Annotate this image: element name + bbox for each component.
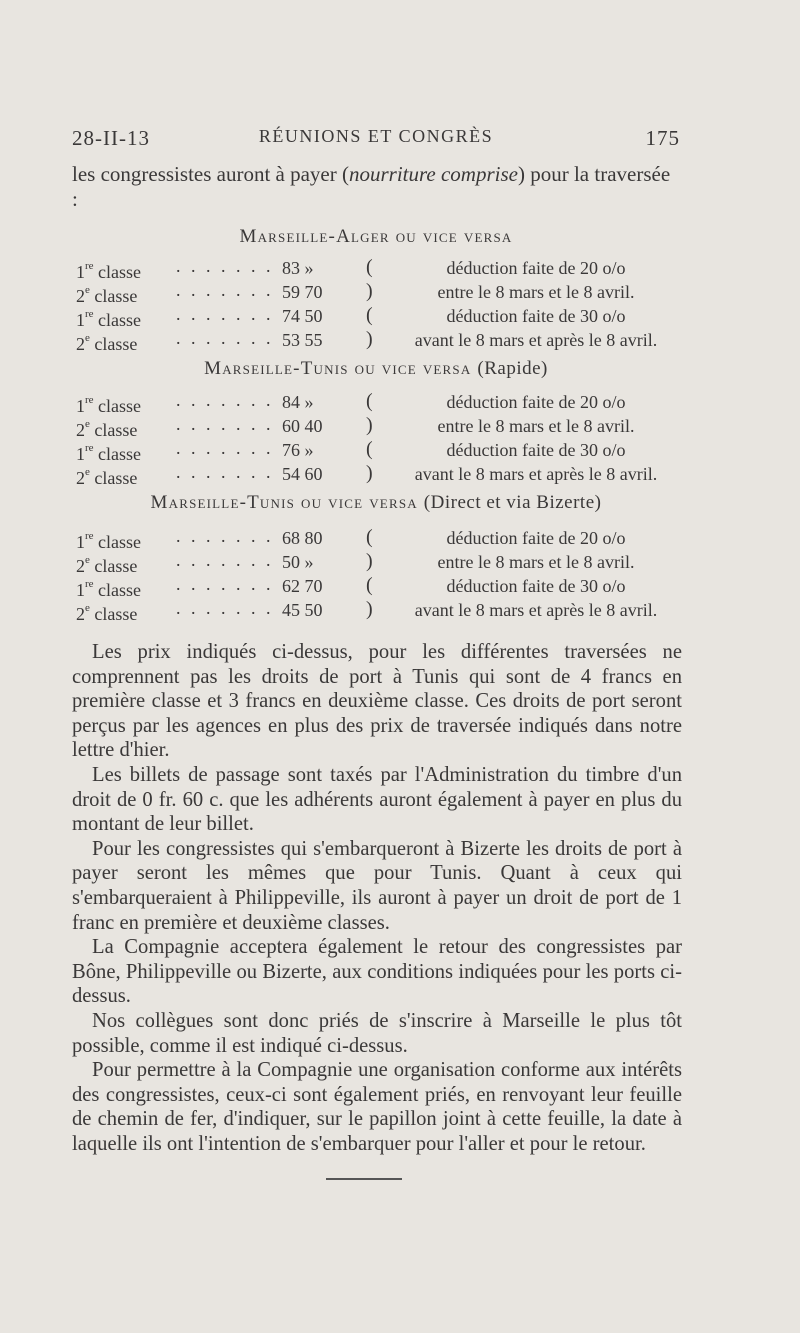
route-subtitle: ou vice versa <box>354 358 472 379</box>
brace: ) <box>366 598 373 620</box>
class-label: 2e classe <box>76 602 138 624</box>
brace: ) <box>366 550 373 572</box>
body-text <box>72 640 682 1156</box>
fare-note: déduction faite de 20 o/o <box>446 258 626 278</box>
brace: ( <box>366 256 373 278</box>
leader-dots: . . . . . . . <box>176 390 274 410</box>
leader-dots: . . . . . . . <box>176 598 274 618</box>
class-label: 1re classe <box>76 530 142 552</box>
brace: ) <box>366 280 373 302</box>
fare-note: déduction faite de 30 o/o <box>446 576 626 596</box>
fare-note: entre le 8 mars et le 8 avril. <box>437 552 635 572</box>
brace: ) <box>366 414 373 436</box>
fare-row <box>76 598 686 622</box>
fare-price: 45 50 <box>282 600 323 620</box>
brace: ( <box>366 574 373 596</box>
paragraph: Les billets de passage sont taxés par l'Administration du timbre d'un droit de 0 fr. 60 c. que les adhérents auront également à payer en plus du montant de leur billet. <box>72 763 682 836</box>
leader-dots: . . . . . . . <box>176 526 274 546</box>
fare-row <box>76 462 686 486</box>
route-title <box>72 226 680 248</box>
paragraph: Les prix indiqués ci-dessus, pour les différentes traversées ne comprennent pas les droits de port à Tunis qui sont de 4 francs en première classe et 3 francs en deuxième classe. Ces droits de port seront perçus par les agences en plus des prix de traversée indiqués dans notre lettre d'hier. <box>72 641 682 762</box>
fare-note: déduction faite de 20 o/o <box>446 528 626 548</box>
leader-dots: . . . . . . . <box>176 256 274 276</box>
running-header <box>72 126 680 154</box>
route-name: Marseille-Tunis <box>150 492 296 513</box>
leader-dots: . . . . . . . <box>176 438 274 458</box>
brace: ) <box>366 462 373 484</box>
class-label: 1re classe <box>76 260 142 282</box>
fare-row <box>76 390 686 414</box>
class-label: 2e classe <box>76 554 138 576</box>
intro-text <box>72 162 680 212</box>
class-label: 2e classe <box>76 466 138 488</box>
route-qualifier: (Direct et via Bizerte) <box>423 492 602 513</box>
paragraph: La Compagnie acceptera également le retour des congressistes par Bône, Philippeville ou Bizerte, aux conditions indiquées pour les ports ci-dessus. <box>72 936 682 1008</box>
leader-dots: . . . . . . . <box>176 462 274 482</box>
route-title <box>72 492 680 514</box>
fare-price: 54 60 <box>282 464 323 484</box>
fare-price: 84 » <box>282 392 314 412</box>
fare-row <box>76 414 686 438</box>
route-subtitle: ou vice versa <box>395 226 513 247</box>
fare-price: 68 80 <box>282 528 323 548</box>
fare-price: 83 » <box>282 258 314 278</box>
intro-italic: nourriture comprise <box>349 162 518 186</box>
fare-note: avant le 8 mars et après le 8 avril. <box>414 464 658 484</box>
fare-note: déduction faite de 30 o/o <box>446 306 626 326</box>
fare-price: 53 55 <box>282 330 323 350</box>
leader-dots: . . . . . . . <box>176 414 274 434</box>
fare-note: avant le 8 mars et après le 8 avril. <box>414 600 658 620</box>
end-rule <box>326 1178 402 1180</box>
fare-row <box>76 280 686 304</box>
fare-row <box>76 574 686 598</box>
brace: ( <box>366 390 373 412</box>
fare-row <box>76 256 686 280</box>
leader-dots: . . . . . . . <box>176 328 274 348</box>
class-label: 1re classe <box>76 308 142 330</box>
fare-row <box>76 438 686 462</box>
leader-dots: . . . . . . . <box>176 550 274 570</box>
fare-row <box>76 526 686 550</box>
class-label: 1re classe <box>76 578 142 600</box>
fare-note: déduction faite de 30 o/o <box>446 440 626 460</box>
fare-row <box>76 304 686 328</box>
leader-dots: . . . . . . . <box>176 574 274 594</box>
brace: ) <box>366 328 373 350</box>
brace: ( <box>366 304 373 326</box>
fare-note: avant le 8 mars et après le 8 avril. <box>414 330 658 350</box>
header-date: 28-II-13 <box>72 126 150 150</box>
fare-table <box>76 256 686 352</box>
fare-price: 76 » <box>282 440 314 460</box>
route-name: Marseille-Alger <box>239 226 390 247</box>
class-label: 1re classe <box>76 442 142 464</box>
leader-dots: . . . . . . . <box>176 280 274 300</box>
fare-price: 59 70 <box>282 282 323 302</box>
fare-row <box>76 328 686 352</box>
intro-after: ) pour la traversée : <box>72 162 671 211</box>
class-label: 2e classe <box>76 418 138 440</box>
fare-table <box>76 526 686 622</box>
page-number: 175 <box>645 126 680 150</box>
leader-dots: . . . . . . . <box>176 304 274 324</box>
route-name: Marseille-Tunis <box>204 358 349 379</box>
paragraph: Pour permettre à la Compagnie une organisation conforme aux intérêts des congressistes, ceux-ci sont également priés, en renvoyant leur feuille de chemin de fer, d'indiquer, sur le papillon joint à cette feuille, la date à laquelle ils ont l'intention de s'embarquer pour l'aller et pour le retour. <box>72 1059 682 1155</box>
fare-row <box>76 550 686 574</box>
header-title: RÉUNIONS ET CONGRÈS <box>258 126 494 146</box>
intro-before: les congressistes auront à payer ( <box>72 162 349 186</box>
brace: ( <box>366 526 373 548</box>
paragraph: Nos collègues sont donc priés de s'inscrire à Marseille le plus tôt possible, comme il est indiqué ci-dessus. <box>72 1009 682 1057</box>
fare-note: entre le 8 mars et le 8 avril. <box>437 416 635 436</box>
class-label: 1re classe <box>76 394 142 416</box>
route-subtitle: ou vice versa <box>301 492 418 513</box>
class-label: 2e classe <box>76 284 138 306</box>
route-title <box>72 358 680 380</box>
fare-price: 50 » <box>282 552 314 572</box>
fare-price: 62 70 <box>282 576 323 596</box>
route-qualifier: (Rapide) <box>477 358 548 379</box>
fare-note: déduction faite de 20 o/o <box>446 392 626 412</box>
brace: ( <box>366 438 373 460</box>
paragraph: Pour les congressistes qui s'embarqueront à Bizerte les droits de port à payer seront les mêmes que pour Tunis. Quant à ceux qui s'embarqueraient à Philippeville, ils auront à payer un droit de port de 1 franc en première et deuxième classes. <box>72 837 682 934</box>
fare-note: entre le 8 mars et le 8 avril. <box>437 282 635 302</box>
class-label: 2e classe <box>76 332 138 354</box>
fare-price: 60 40 <box>282 416 323 436</box>
fare-table <box>76 390 686 486</box>
fare-price: 74 50 <box>282 306 323 326</box>
